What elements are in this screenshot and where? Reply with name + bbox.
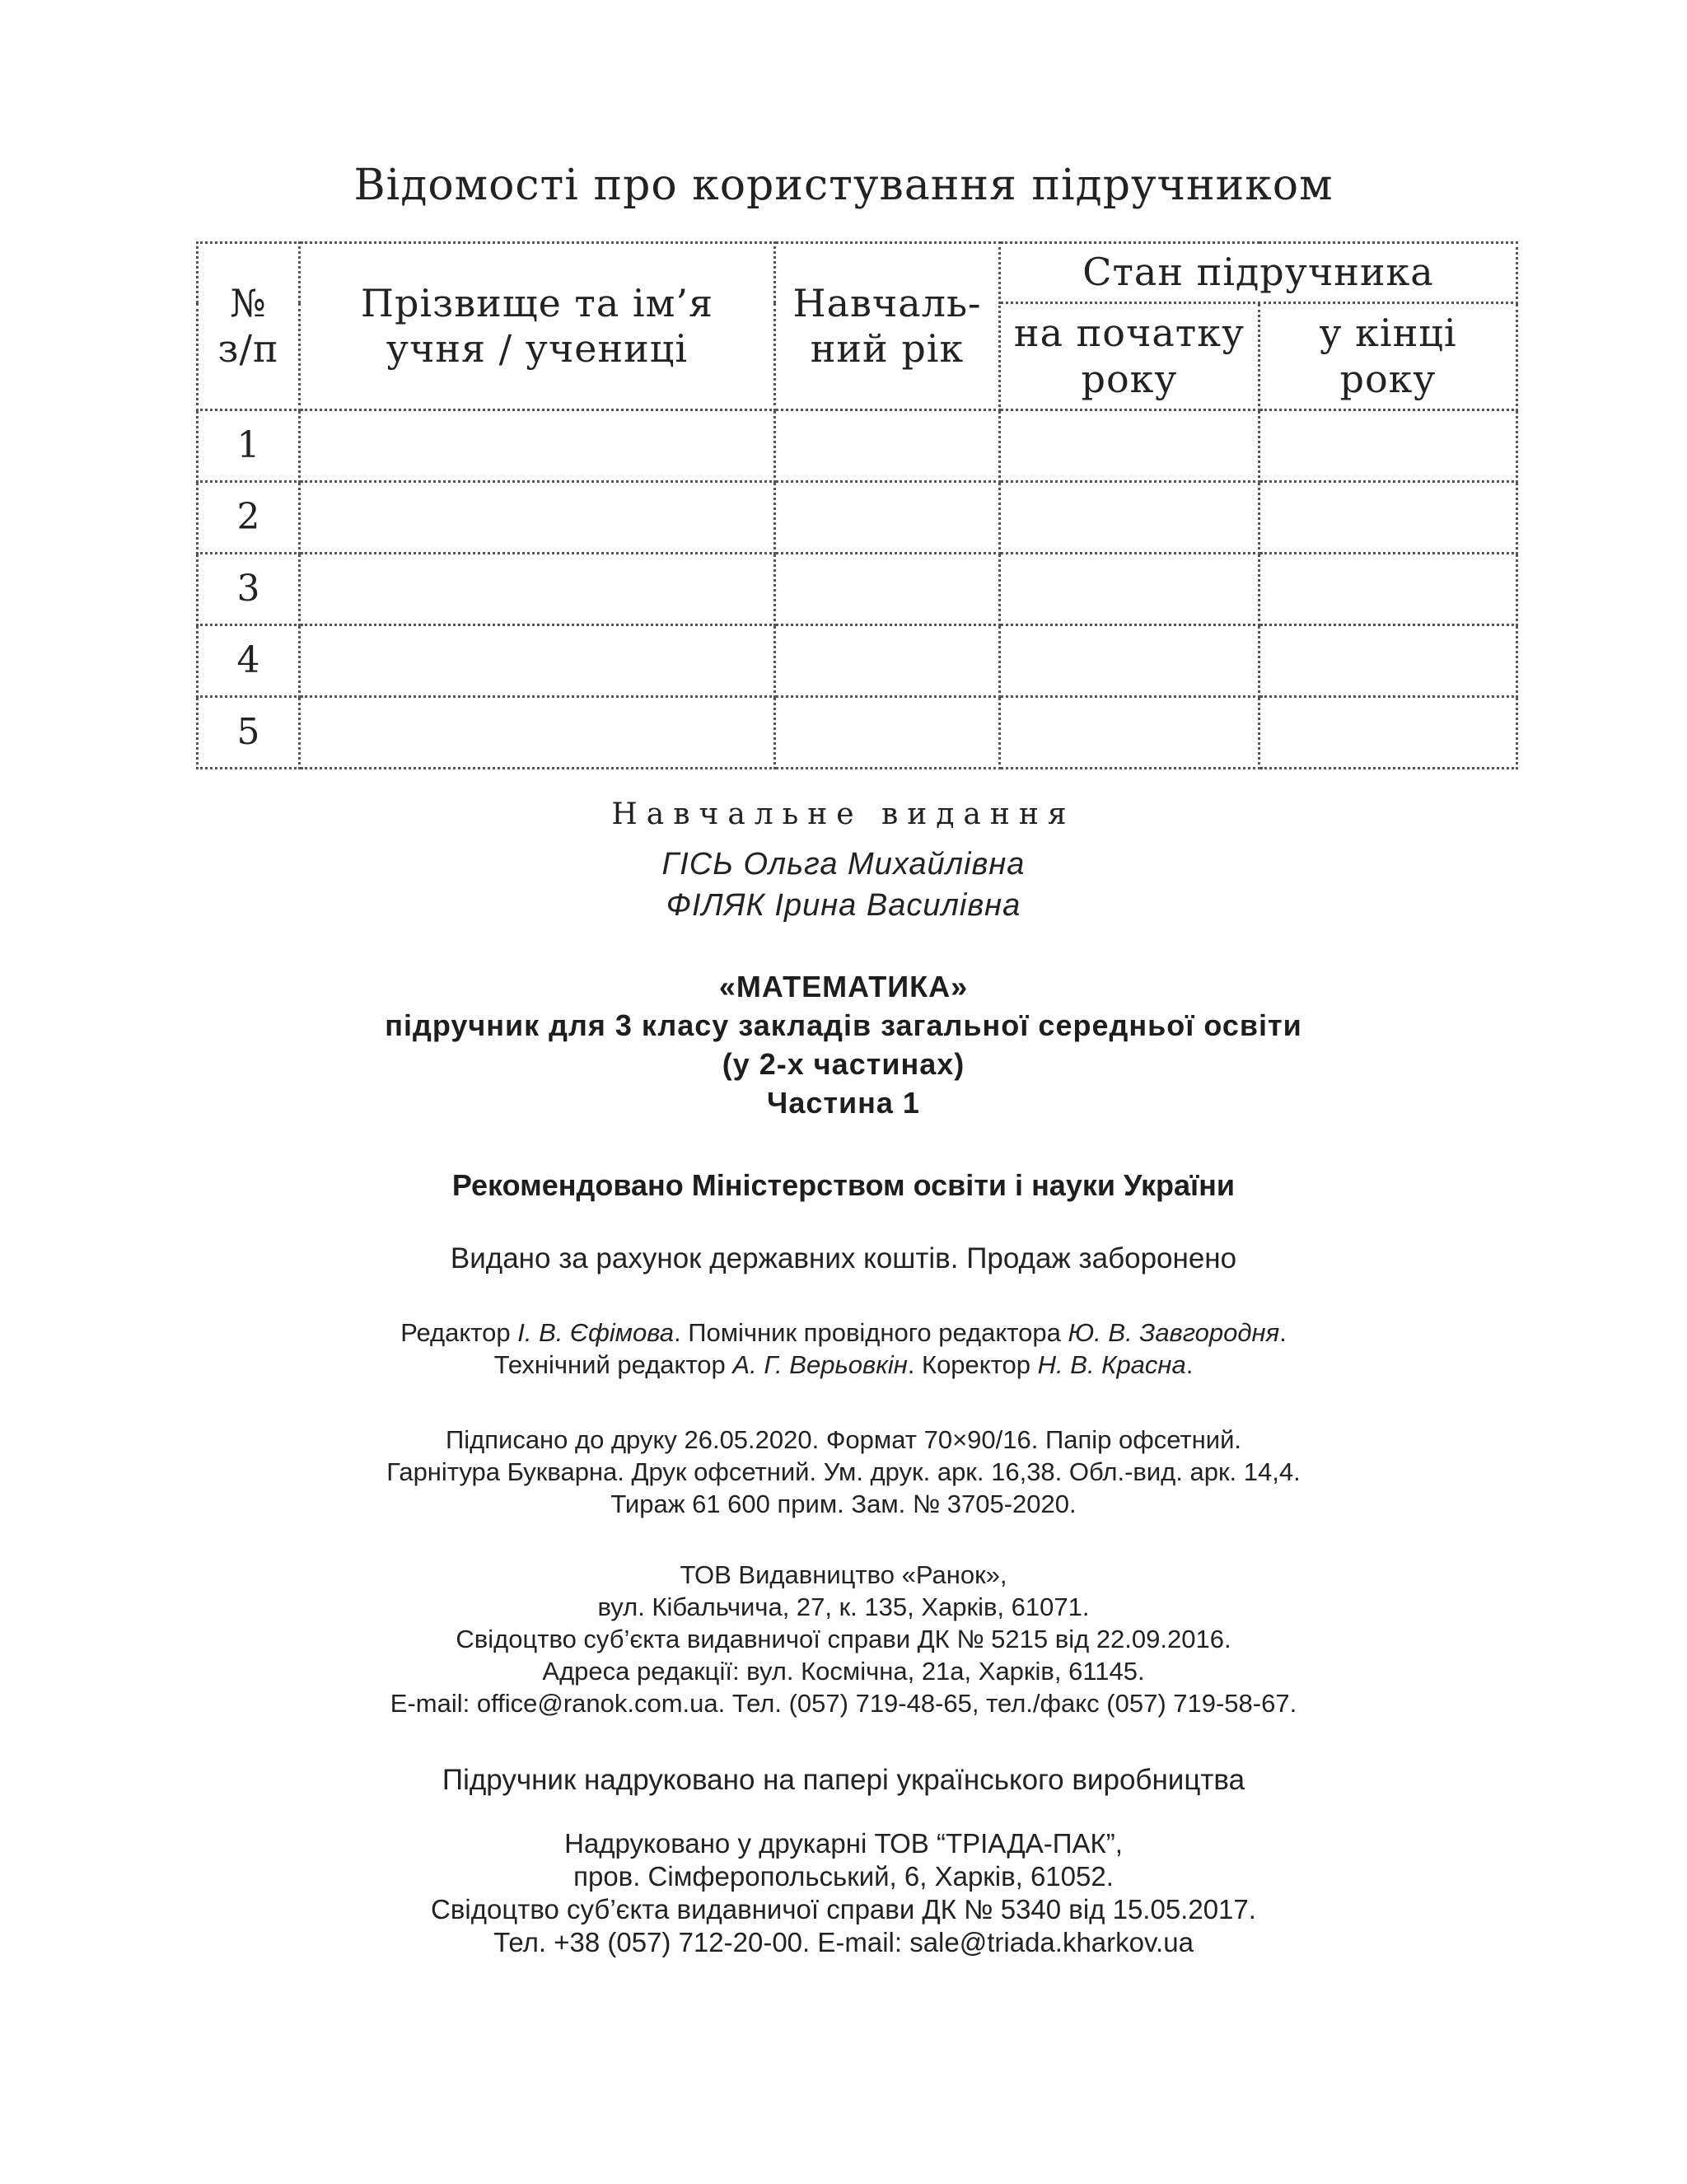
editors-end-2: . (1185, 1350, 1194, 1379)
cell-student-name (300, 554, 775, 625)
table-row (198, 697, 1517, 769)
cell-condition-start (1000, 410, 1259, 482)
book-part: Частина 1 (767, 1086, 920, 1120)
table-header-row (198, 243, 1517, 303)
header-year-line2: ний рік (810, 326, 965, 371)
book-parts: (у 2-х частинах) (722, 1047, 965, 1081)
table-row (198, 554, 1517, 625)
cell-school-year (775, 625, 1000, 697)
cell-condition-end (1259, 697, 1517, 769)
row-number: 4 (198, 625, 300, 697)
printer-line: Надруковано у друкарні ТОВ “ТРІАДА-ПАК”, (564, 1828, 1123, 1859)
editors-line-1 (0, 1316, 1687, 1349)
header-number-line2: з/п (217, 326, 279, 371)
cell-student-name (300, 410, 775, 482)
printer-info (0, 1827, 1687, 1959)
editors-info (0, 1316, 1687, 1381)
editor-label: Редактор (400, 1318, 511, 1347)
cell-condition-end (1259, 625, 1517, 697)
editor-name: І. В. Єфімова (517, 1318, 674, 1347)
authors (0, 844, 1687, 926)
corrector-name: Н. В. Красна (1037, 1350, 1186, 1379)
cell-school-year (775, 410, 1000, 482)
cell-condition-start (1000, 554, 1259, 625)
cell-student-name (300, 482, 775, 554)
print-info-line: Підписано до друку 26.05.2020. Формат 70×90/16. Папір офсетний. (445, 1425, 1242, 1454)
paper-note: Підручник надруковано на папері українського виробництва (442, 1764, 1245, 1796)
funding-note: Видано за рахунок державних коштів. Продаж заборонено (450, 1242, 1237, 1274)
cell-school-year (775, 554, 1000, 625)
header-number-line1: № (230, 280, 267, 325)
cell-condition-end (1259, 554, 1517, 625)
cell-school-year (775, 697, 1000, 769)
author-name: ГІСЬ Ольга Михайлівна (661, 847, 1026, 882)
publisher-line: E-mail: office@ranok.com.ua. Тел. (057) 719-48-65, тел./факс (057) 719-58-67. (390, 1689, 1297, 1718)
row-number: 1 (198, 410, 300, 482)
header-start-line2: року (1081, 356, 1178, 401)
editors-end-1: . (1279, 1318, 1287, 1347)
header-school-year (775, 243, 1000, 410)
print-info-line: Тираж 61 600 прим. Зам. № 3705-2020. (610, 1490, 1077, 1518)
cell-condition-start (1000, 697, 1259, 769)
cell-school-year (775, 482, 1000, 554)
cell-condition-start (1000, 625, 1259, 697)
tech-editor-name: А. Г. Верьовкін (732, 1350, 908, 1379)
page-title: Відомості про користування підручником (353, 161, 1334, 210)
publisher-line: вул. Кібальчича, 27, к. 135, Харків, 61071. (597, 1592, 1090, 1621)
edition-label: Навчальне видання (611, 797, 1076, 831)
header-end-line2: року (1339, 356, 1437, 401)
printer-line: Свідоцтво суб’єкта видавничої справи ДК № 5340 від 15.05.2017. (431, 1894, 1256, 1924)
cell-student-name (300, 697, 775, 769)
printer-line: пров. Сімферопольський, 6, Харків, 61052. (573, 1861, 1114, 1892)
row-number: 3 (198, 554, 300, 625)
cell-condition-end (1259, 410, 1517, 482)
header-student-name (300, 243, 775, 410)
cell-student-name (300, 625, 775, 697)
table-row (198, 482, 1517, 554)
publisher-line: Адреса редакції: вул. Космічна, 21а, Харків, 61145. (542, 1657, 1145, 1686)
table-row (198, 625, 1517, 697)
recommendation: Рекомендовано Міністерством освіти і науки України (451, 1168, 1236, 1202)
cell-condition-start (1000, 482, 1259, 554)
cell-condition-end (1259, 482, 1517, 554)
header-condition-start (1000, 303, 1259, 410)
book-subtitle: підручник для 3 класу закладів загальної середньої освіти (385, 1008, 1302, 1042)
header-name-line2: учня / учениці (386, 326, 689, 371)
row-number: 5 (198, 697, 300, 769)
header-condition-end (1259, 303, 1517, 410)
book-title: «МАТЕМАТИКА» (718, 970, 969, 1003)
publisher-info (0, 1559, 1687, 1719)
corrector-label: . Коректор (907, 1350, 1031, 1379)
assistant-label: . Помічник провідного редактора (673, 1318, 1061, 1347)
print-info (0, 1424, 1687, 1520)
author-name: ФІЛЯК Ірина Василівна (666, 888, 1021, 923)
print-info-line: Гарнітура Букварна. Друк офсетний. Ум. друк. арк. 16,38. Обл.-вид. арк. 14,4. (386, 1457, 1301, 1486)
header-condition: Стан підручника (1000, 243, 1517, 303)
assistant-name: Ю. В. Завгородня (1068, 1318, 1280, 1347)
header-end-line1: у кінці (1319, 311, 1457, 356)
row-number: 2 (198, 482, 300, 554)
header-year-line1: Навчаль- (792, 280, 982, 325)
book-info (0, 967, 1687, 1122)
printer-line: Тел. +38 (057) 712-20-00. E-mail: sale@triada.kharkov.ua (493, 1927, 1194, 1957)
publisher-line: Свідоцтво суб’єкта видавничої справи ДК № 5215 від 22.09.2016. (456, 1625, 1231, 1653)
publisher-line: ТОВ Видавництво «Ранок», (680, 1560, 1007, 1589)
tech-editor-label: Технічний редактор (493, 1350, 726, 1379)
editors-line-2 (0, 1349, 1687, 1381)
header-name-line1: Прізвище та ім’я (360, 280, 714, 325)
header-number (198, 243, 300, 410)
table-row (198, 410, 1517, 482)
textbook-usage-table (196, 241, 1518, 769)
header-start-line1: на початку (1013, 311, 1245, 356)
